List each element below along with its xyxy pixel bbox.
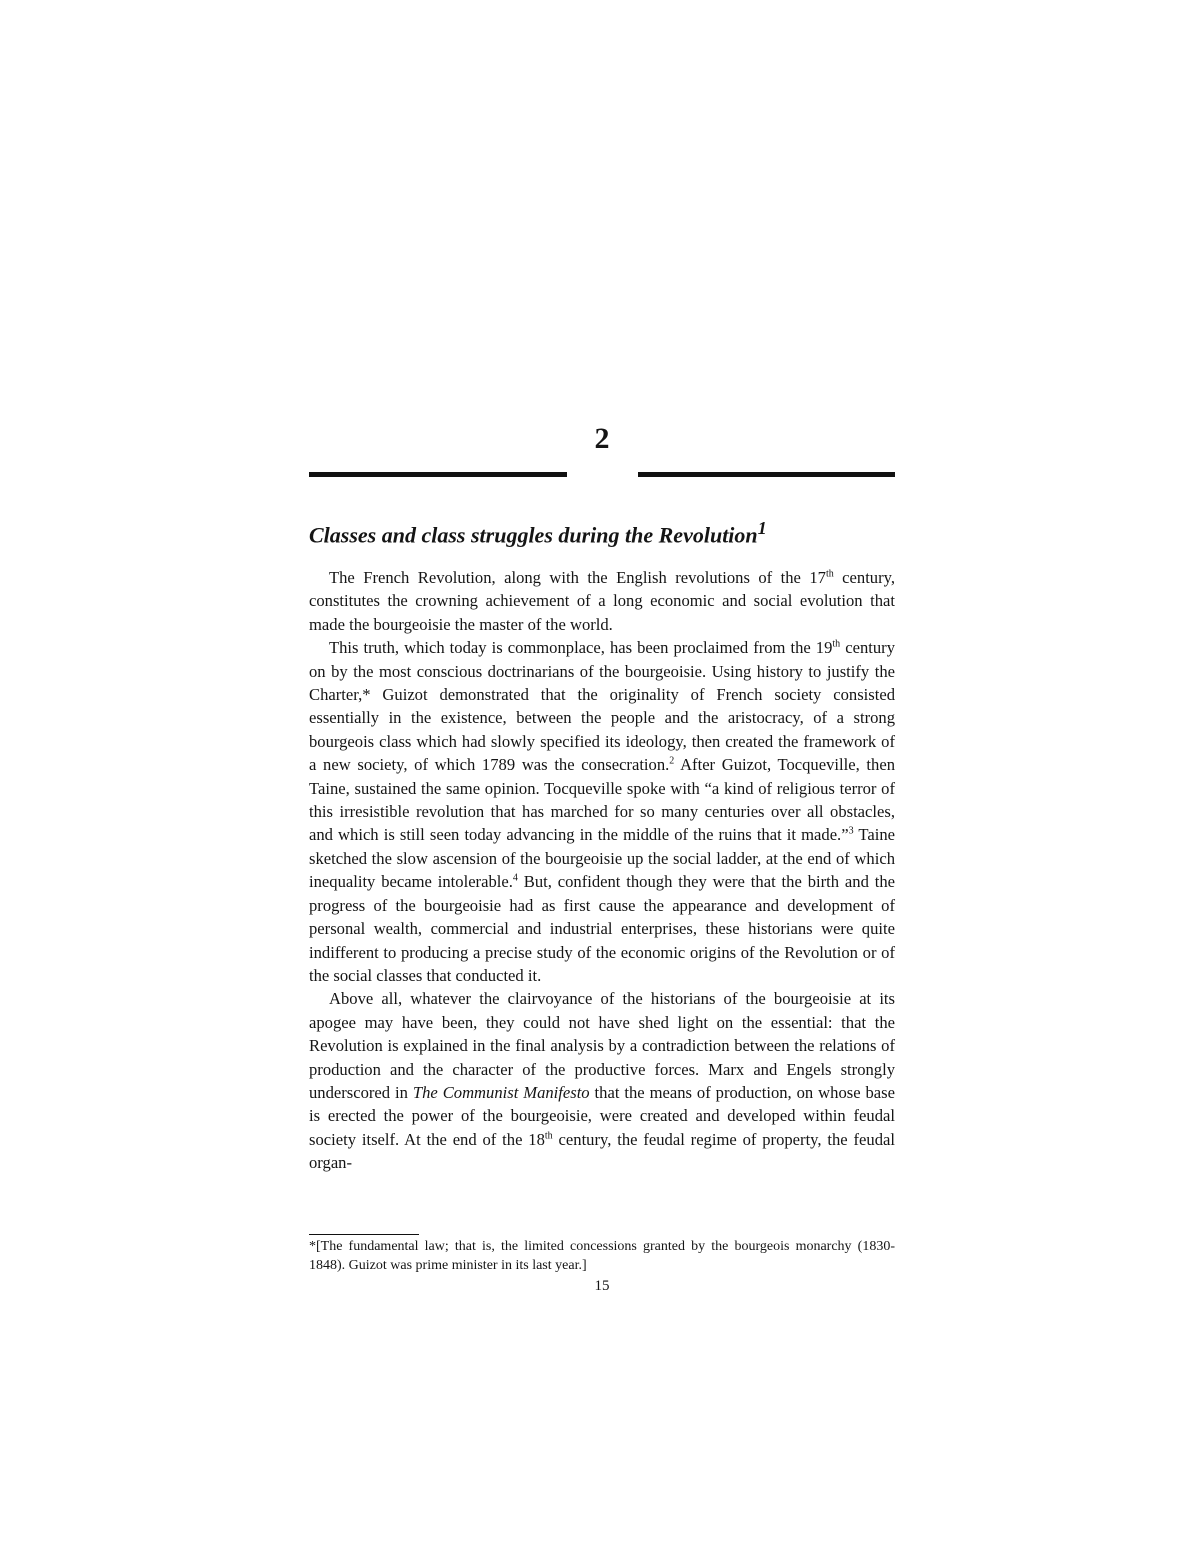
- superscript: th: [544, 1130, 553, 1142]
- chapter-title-text: Classes and class struggles during the Revolution: [309, 522, 758, 548]
- text-run: that the means of production, on whose base is erected the power of the bourgeoisie, were created and developed within feudal society itself. At the end of the 18: [309, 1082, 895, 1149]
- paragraph-1: [309, 566, 895, 636]
- chapter-number: 2: [594, 422, 610, 455]
- text-run: century, the feudal regime of property, the feudal organ-: [309, 1129, 895, 1173]
- text-run: This truth, which today is commonplace, has been proclaimed from the 19: [329, 638, 833, 658]
- note-mark: 2: [669, 755, 675, 767]
- body-text: [309, 566, 895, 1175]
- book-page: [309, 0, 895, 1553]
- chapter-title-note-mark: 1: [757, 518, 767, 538]
- note-mark: 4: [512, 872, 518, 884]
- footnote: *[The fundamental law; that is, the limited concessions granted by the bourgeois monarchy (1830-1848). Guizot was prime minister in its last year.]: [309, 1239, 895, 1273]
- text-run: But, confident though they were that the birth and the progress of the bourgeoisie had as first cause the appearance and development of personal wealth, commercial and industrial enterprises, these historians were quite indifferent to producing a precise study of the economic origins of the Revolution or of the social classes that conducted it.: [309, 872, 896, 985]
- chapter-title: [309, 514, 895, 549]
- book-title: The Communist Manifesto: [412, 1082, 590, 1102]
- note-mark: 3: [848, 825, 854, 837]
- superscript: th: [832, 638, 841, 650]
- text-run: Taine sketched the slow ascension of the bourgeoisie up the social ladder, at the end of which inequality became intolerable.: [309, 825, 895, 892]
- chapter-rule-right: [638, 472, 895, 477]
- chapter-rule-left: [309, 472, 567, 477]
- text-run: Above all, whatever the clairvoyance of the historians of the bourgeoisie at its apogee may have been, they could not have shed light on the essential: that the Revolution is explained in the final analysis by a contradiction between the relations of production and the character of the productive forces. Marx and Engels strongly underscored in: [309, 989, 895, 1102]
- text-run: After Guizot, Tocqueville, then Taine, sustained the same opinion. Tocqueville spoke with “a kind of religious terror of this irresistible revolution that has marched for so many centuries over all obstacles, and which is still seen today advancing in the middle of the ruins that it made.”: [309, 755, 895, 845]
- paragraph-2: [309, 636, 895, 987]
- superscript: th: [825, 568, 834, 580]
- paragraph-3: [309, 987, 895, 1174]
- text-run: century, constitutes the crowning achievement of a long economic and social evolution that made the bourgeoisie the master of the world.: [309, 568, 895, 634]
- text-run: The French Revolution, along with the English revolutions of the 17: [329, 568, 826, 587]
- page-number: 15: [594, 1278, 610, 1294]
- text-run: century on by the most conscious doctrinarians of the bourgeoisie. Using history to justify the Charter,* Guizot demonstrated that the originality of French society consisted essentially in the existence, between the people and the aristocracy, of a strong bourgeois class which had slowly specified its ideology, then created the framework of a new society, of which 1789 was the consecration.: [309, 638, 895, 775]
- footnote-divider: [309, 1234, 419, 1235]
